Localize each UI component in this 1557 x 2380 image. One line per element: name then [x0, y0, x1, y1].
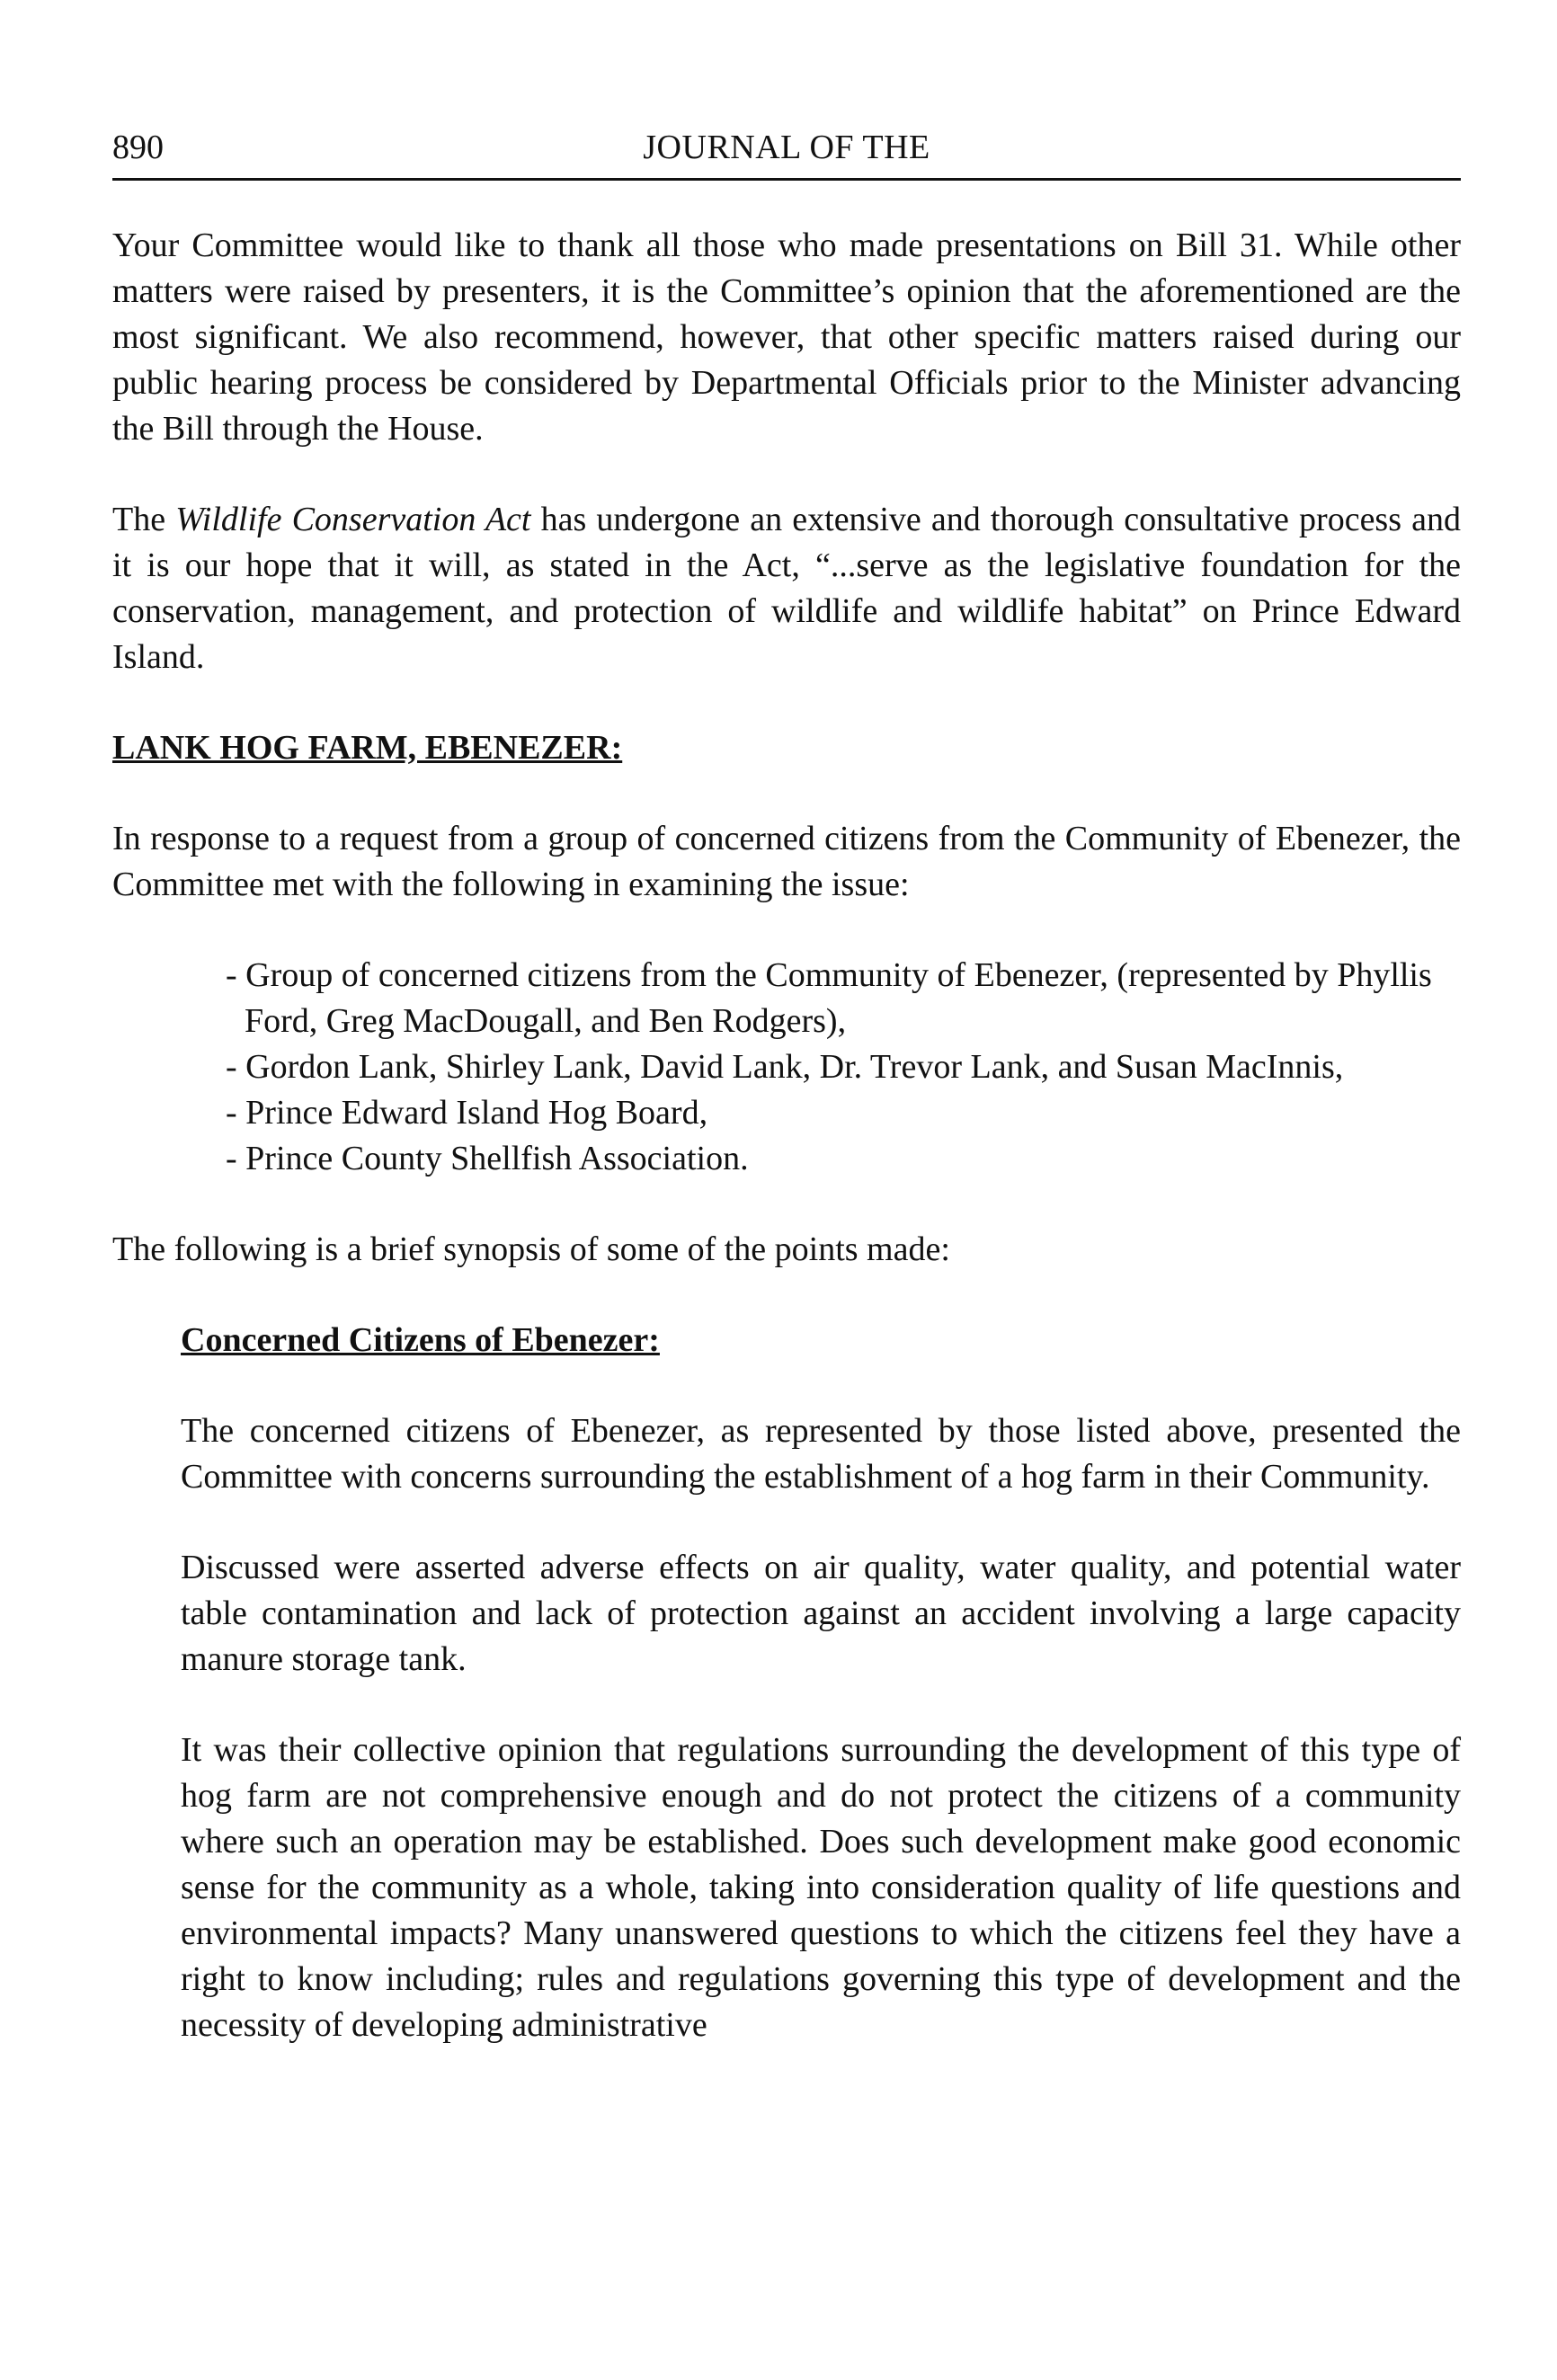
- page-header: [112, 128, 1461, 181]
- paragraph-collective-opinion: It was their collective opinion that regulations surrounding the development of this type of hog farm are not comprehensive enough and do not protect the citizens of a community where such an operation may be established. Does such development make good economic sense for the community as a whole, taking into consideration quality of life questions and environmental impacts? Many unanswered questions to which the citizens feel they have a right to know including; rules and regulations governing this type of development and the necessity of developing administrative: [181, 1731, 1461, 2044]
- paragraph-wildlife-act-lead: The: [112, 501, 176, 538]
- list-item: - Prince Edward Island Hog Board,: [226, 1094, 708, 1132]
- paragraph-committee-thanks: Your Committee would like to thank all those who made presentations on Bill 31. While other matters were raised by presenters, it is the Committee’s opinion that the aforementioned are the most significant. We also recommend, however, that other specific matters raised during our public hearing process be considered by Departmental Officials prior to the Minister advancing the Bill through the House.: [112, 226, 1461, 448]
- paragraph-wildlife-act-rest: has undergone an extensive and thorough consultative process and it is our hope that it will, as stated in the Act, “...serve as the legislative foundation for the conservation, management, and protection of wildlife and wildlife habitat” on Prince Edward Island.: [112, 501, 1462, 676]
- presenters-list: [112, 953, 1461, 1182]
- page-number: 890: [112, 129, 164, 166]
- section-heading-lank-hog-farm: LANK HOG FARM, EBENEZER:: [112, 729, 623, 767]
- paragraph-citizens-concerns: The concerned citizens of Ebenezer, as represented by those listed above, presented the Committee with concerns surrounding the establishment of a hog farm in their Community.: [181, 1412, 1461, 1496]
- list-item: - Prince County Shellfish Association.: [226, 1140, 749, 1177]
- running-head: JOURNAL OF THE: [643, 129, 930, 166]
- sub-heading-concerned-citizens: Concerned Citizens of Ebenezer:: [181, 1321, 660, 1359]
- list-item: - Gordon Lank, Shirley Lank, David Lank, Dr. Trevor Lank, and Susan MacInnis,: [226, 1048, 1344, 1086]
- list-item: - Group of concerned citizens from the Community of Ebenezer, (represented by Phyllis Ford, Greg MacDougall, and Ben Rodgers),: [226, 956, 1432, 1040]
- page-body: [112, 223, 1461, 2093]
- paragraph-adverse-effects: Discussed were asserted adverse effects on air quality, water quality, and potential water table contamination and lack of protection against an accident involving a large capacity manure storage tank.: [181, 1549, 1461, 1678]
- paragraph-request: In response to a request from a group of concerned citizens from the Community of Ebenezer, the Committee met with the following in examining the issue:: [112, 820, 1461, 903]
- paragraph-wildlife-act: [112, 497, 1461, 680]
- act-title: Wildlife Conservation Act: [175, 501, 531, 538]
- paragraph-synopsis-intro: The following is a brief synopsis of some of the points made:: [112, 1230, 950, 1268]
